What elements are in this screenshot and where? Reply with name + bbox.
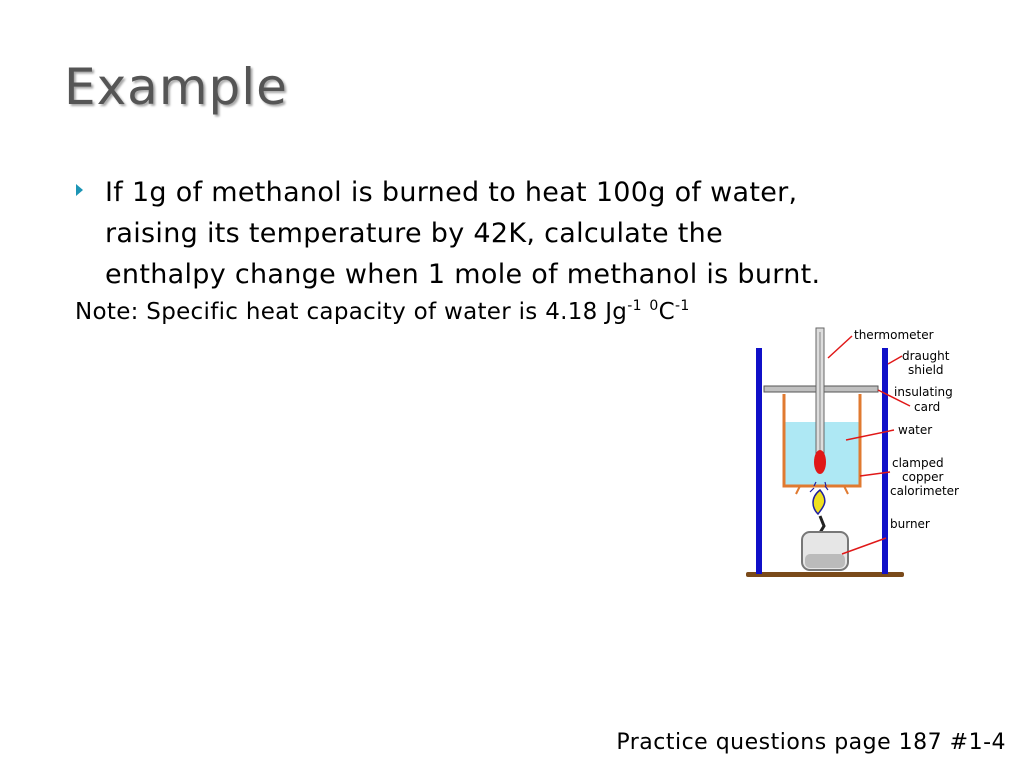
note-exponent-1: -1 [627, 298, 642, 314]
flame [813, 490, 825, 514]
thermometer-bulb [814, 450, 826, 474]
bullet-text: If 1g of methanol is burned to heat 100g of water, raising its temperature by 42K, calculate the enthalpy change when 1 mole of methanol is burnt. [105, 177, 821, 290]
label-thermometer: thermometer [854, 328, 934, 342]
label-burner: burner [890, 517, 930, 531]
bullet-arrow-icon [76, 184, 83, 196]
label-shield: shield [908, 363, 944, 377]
label-draught: draught [902, 349, 950, 363]
label-line-thermometer [828, 336, 852, 358]
note-exponent-2: -1 [675, 298, 690, 314]
base-plate [746, 572, 904, 577]
label-copper: copper [902, 470, 944, 484]
practice-questions-note: Practice questions page 187 #1-4 [616, 730, 1006, 755]
note-unit: C [658, 299, 675, 325]
note-degree: 0 [649, 298, 659, 314]
burner-fuel [805, 554, 845, 568]
note-text [75, 298, 690, 325]
label-card: card [914, 400, 941, 414]
label-calorimeter: calorimeter [890, 484, 959, 498]
draught-shield-right [882, 348, 888, 574]
calorimetry-diagram [738, 322, 988, 582]
bullet-item [72, 172, 972, 295]
label-water: water [898, 423, 933, 437]
slide-title: Example [64, 58, 288, 116]
label-clamped: clamped [892, 456, 944, 470]
label-line-shield [888, 356, 902, 364]
label-insulating: insulating [894, 385, 953, 399]
note-prefix: Note: Specific heat capacity of water is 4.18 Jg [75, 299, 628, 325]
draught-shield-left [756, 348, 762, 574]
